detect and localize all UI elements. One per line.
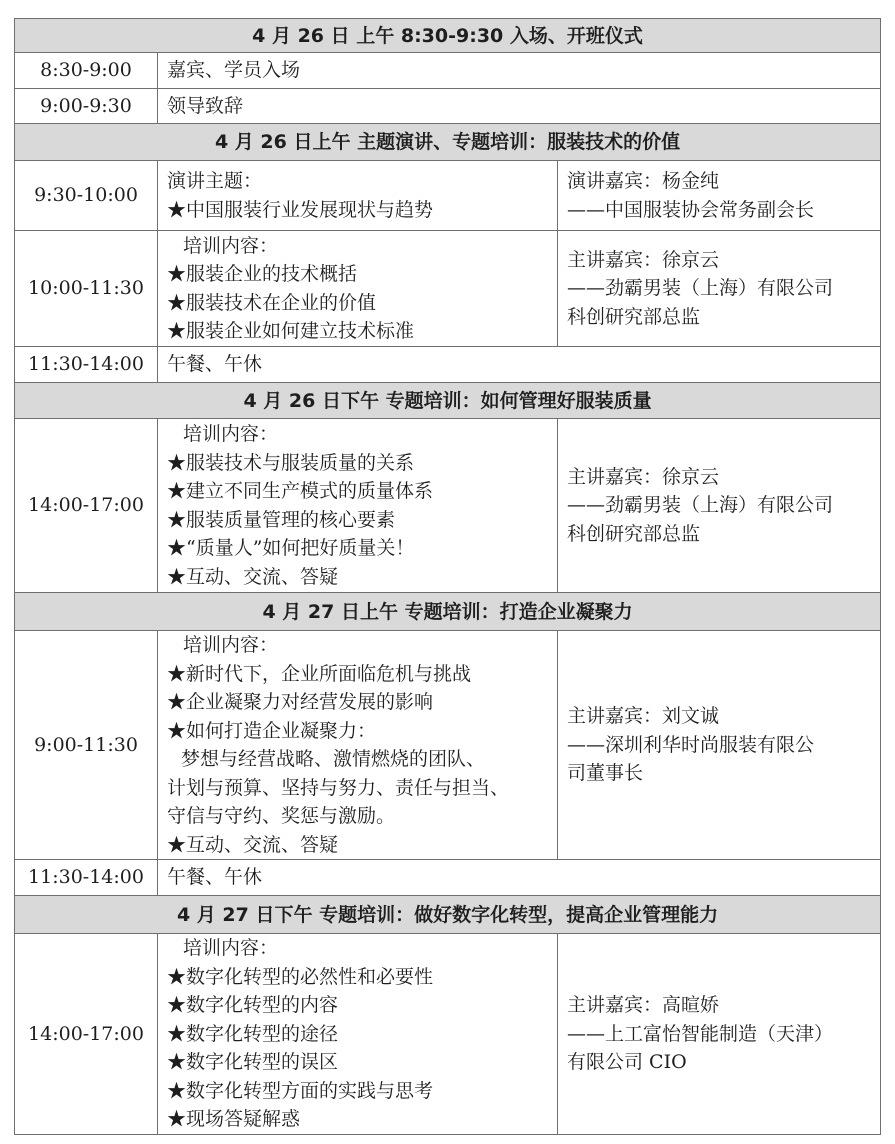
session-header — [15, 19, 881, 53]
table-row — [15, 161, 881, 231]
content-line: ★企业凝聚力对经营发展的影响 — [167, 691, 434, 713]
table-row — [15, 631, 881, 860]
speaker-line: ——劲霸男装（上海）有限公司 — [567, 494, 834, 517]
session-header-text: 4 月 26 日上午 主题演讲、专题培训：服装技术的价值 — [15, 124, 881, 161]
content-cell — [158, 161, 558, 231]
time-cell: 8:30-9:00 — [15, 53, 158, 89]
content-cell: 午餐、午休 — [158, 860, 881, 896]
content-line: ★如何打造企业凝聚力： — [167, 719, 377, 742]
speaker-line: 主讲嘉宾：徐京云 — [567, 465, 720, 488]
content-line: 梦想与经营战略、激情燃烧的团队、 — [181, 748, 486, 770]
speaker-line: 演讲嘉宾：杨金纯 — [567, 170, 720, 192]
content-line: ★服装技术在企业的价值 — [167, 291, 377, 314]
session-header — [15, 593, 881, 631]
time-cell: 14:00-17:00 — [15, 934, 158, 1135]
speaker-line: 科创研究部总监 — [567, 522, 701, 545]
content-line: ★服装技术与服装质量的关系 — [167, 451, 415, 474]
session-header-text: 4 月 27 日上午 专题培训：打造企业凝聚力 — [15, 593, 881, 631]
table-row — [15, 419, 881, 593]
content-cell — [158, 231, 558, 347]
table-row — [15, 860, 881, 896]
content-line: ★数字化转型的必然性和必要性 — [167, 965, 434, 988]
speaker-line: ——深圳利华时尚服装有限公 — [567, 733, 815, 756]
content-line: ★数字化转型的途径 — [167, 1022, 339, 1045]
schedule-table — [14, 18, 881, 1135]
speaker-line: ——上工富怡智能制造（天津） — [567, 1022, 834, 1045]
session-header-text: 4 月 26 日 上午 8:30-9:30 入场、开班仪式 — [15, 19, 881, 53]
content-line: ★建立不同生产模式的质量体系 — [167, 480, 434, 502]
session-header-text: 4 月 27 日下午 专题培训：做好数字化转型，提高企业管理能力 — [15, 896, 881, 934]
session-header — [15, 124, 881, 161]
table-row — [15, 347, 881, 383]
session-header — [15, 896, 881, 934]
content-line: ★现场答疑解惑 — [167, 1108, 301, 1130]
content-line: 演讲主题： — [167, 170, 263, 192]
table-row — [15, 934, 881, 1135]
speaker-line: 主讲嘉宾：徐京云 — [567, 248, 720, 271]
time-cell: 9:00-11:30 — [15, 631, 158, 860]
time-cell: 10:00-11:30 — [15, 231, 158, 347]
content-line: 守信与守约、奖惩与激励。 — [167, 805, 396, 827]
table-row — [15, 53, 881, 89]
time-cell: 14:00-17:00 — [15, 419, 158, 593]
content-line: ★中国服装行业发展现状与趋势 — [167, 198, 434, 221]
content-line: 培训内容： — [183, 423, 279, 445]
speaker-line: 主讲嘉宾：刘文诚 — [567, 705, 720, 728]
table-row — [15, 89, 881, 124]
speaker-cell — [558, 231, 881, 347]
content-line: ★数字化转型的误区 — [167, 1051, 339, 1073]
speaker-cell — [558, 419, 881, 593]
speaker-cell — [558, 161, 881, 231]
content-line: 计划与预算、坚持与努力、责任与担当、 — [167, 776, 510, 799]
content-cell — [158, 631, 558, 860]
content-line: ★“质量人”如何把好质量关！ — [167, 537, 415, 559]
time-cell: 11:30-14:00 — [15, 347, 158, 383]
content-cell — [158, 934, 558, 1135]
content-line: ★互动、交流、答疑 — [167, 565, 339, 588]
time-cell: 11:30-14:00 — [15, 860, 158, 896]
session-header — [15, 383, 881, 419]
content-line: ★数字化转型方面的实践与思考 — [167, 1079, 434, 1102]
speaker-line: 主讲嘉宾：高暄娇 — [567, 994, 720, 1016]
content-line: 培训内容： — [183, 234, 279, 257]
speaker-line: 科创研究部总监 — [567, 305, 701, 328]
content-line: ★服装企业如何建立技术标准 — [167, 320, 415, 342]
speaker-cell — [558, 631, 881, 860]
content-line: 培训内容： — [183, 634, 279, 656]
content-cell: 嘉宾、学员入场 — [158, 53, 881, 89]
speaker-line: ——劲霸男装（上海）有限公司 — [567, 277, 834, 300]
speaker-line: ——中国服装协会常务副会长 — [567, 198, 815, 221]
content-cell: 领导致辞 — [158, 89, 881, 124]
time-cell: 9:00-9:30 — [15, 89, 158, 124]
content-line: ★服装企业的技术概括 — [167, 263, 358, 285]
content-line: ★新时代下，企业所面临危机与挑战 — [167, 662, 472, 685]
content-line: ★服装质量管理的核心要素 — [167, 508, 396, 531]
content-line: ★数字化转型的内容 — [167, 994, 339, 1016]
speaker-line: 有限公司 CIO — [567, 1051, 687, 1073]
content-cell — [158, 419, 558, 593]
content-cell: 午餐、午休 — [158, 347, 881, 383]
session-header-text: 4 月 26 日下午 专题培训：如何管理好服装质量 — [15, 383, 881, 419]
speaker-cell — [558, 934, 881, 1135]
time-cell: 9:30-10:00 — [15, 161, 158, 231]
speaker-line: 司董事长 — [567, 762, 644, 785]
table-row — [15, 231, 881, 347]
content-line: 培训内容： — [183, 937, 279, 959]
content-line: ★互动、交流、答疑 — [167, 833, 339, 856]
